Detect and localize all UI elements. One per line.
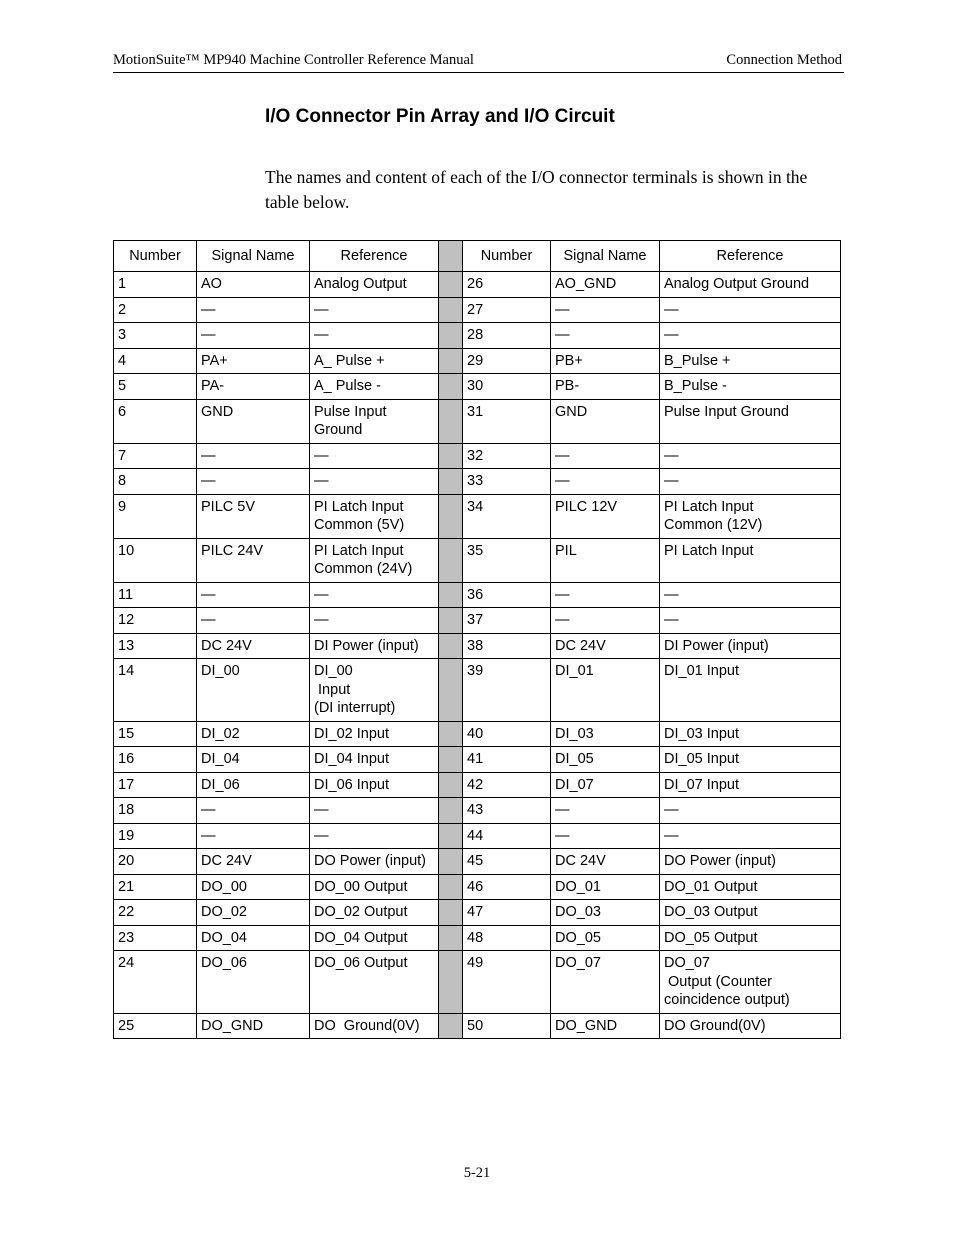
reference-cell: PI Latch Input <box>660 538 841 582</box>
header-section: Connection Method <box>726 52 842 68</box>
column-separator <box>439 823 463 849</box>
signal-name-cell: — <box>197 823 310 849</box>
table-row <box>114 323 841 349</box>
pin-number-cell: 11 <box>114 582 197 608</box>
table-row <box>114 874 841 900</box>
signal-name-cell: — <box>551 608 660 634</box>
pin-number-cell: 41 <box>463 747 551 773</box>
running-header <box>113 52 844 73</box>
column-separator <box>439 721 463 747</box>
table-row <box>114 659 841 722</box>
pin-number-cell: 39 <box>463 659 551 722</box>
reference-cell: — <box>660 443 841 469</box>
signal-name-cell: AO <box>197 272 310 298</box>
table-row <box>114 469 841 495</box>
reference-cell: — <box>310 608 439 634</box>
pin-number-cell: 22 <box>114 900 197 926</box>
pin-number-cell: 13 <box>114 633 197 659</box>
reference-cell: DI_06 Input <box>310 772 439 798</box>
table-row <box>114 608 841 634</box>
pin-table <box>113 240 841 1039</box>
signal-name-cell: DI_06 <box>197 772 310 798</box>
reference-cell: — <box>660 798 841 824</box>
signal-name-cell: DO_06 <box>197 951 310 1014</box>
reference-cell: DI_05 Input <box>660 747 841 773</box>
column-separator <box>439 494 463 538</box>
table-header-row <box>114 241 841 272</box>
pin-number-cell: 1 <box>114 272 197 298</box>
signal-name-cell: PILC 12V <box>551 494 660 538</box>
header-manual-title: MotionSuite™ MP940 Machine Controller Reference Manual <box>113 52 474 68</box>
reference-cell: — <box>310 297 439 323</box>
signal-name-cell: — <box>197 582 310 608</box>
signal-name-cell: — <box>551 323 660 349</box>
table-row <box>114 951 841 1014</box>
table-row <box>114 374 841 400</box>
signal-name-cell: PB- <box>551 374 660 400</box>
column-separator <box>439 633 463 659</box>
signal-name-cell: DI_05 <box>551 747 660 773</box>
signal-name-cell: PILC 5V <box>197 494 310 538</box>
signal-name-cell: DI_00 <box>197 659 310 722</box>
reference-cell: PI Latch Input Common (12V) <box>660 494 841 538</box>
pin-number-cell: 36 <box>463 582 551 608</box>
pin-number-cell: 10 <box>114 538 197 582</box>
reference-cell: DO_01 Output <box>660 874 841 900</box>
signal-name-cell: — <box>197 469 310 495</box>
signal-name-cell: DO_GND <box>197 1013 310 1039</box>
signal-name-cell: — <box>197 798 310 824</box>
column-separator <box>439 582 463 608</box>
reference-cell: — <box>660 297 841 323</box>
signal-name-cell: DO_04 <box>197 925 310 951</box>
reference-cell: DO Power (input) <box>310 849 439 875</box>
reference-cell: DI_02 Input <box>310 721 439 747</box>
reference-cell: PI Latch Input Common (5V) <box>310 494 439 538</box>
reference-cell: DO Power (input) <box>660 849 841 875</box>
table-row <box>114 721 841 747</box>
signal-name-cell: — <box>551 823 660 849</box>
column-separator <box>439 272 463 298</box>
reference-cell: — <box>310 823 439 849</box>
signal-name-cell: DO_GND <box>551 1013 660 1039</box>
reference-cell: Analog Output <box>310 272 439 298</box>
pin-number-cell: 4 <box>114 348 197 374</box>
pin-number-cell: 14 <box>114 659 197 722</box>
signal-name-cell: DI_03 <box>551 721 660 747</box>
pin-number-cell: 26 <box>463 272 551 298</box>
signal-name-cell: DI_02 <box>197 721 310 747</box>
col-header: Reference <box>660 241 841 272</box>
signal-name-cell: PB+ <box>551 348 660 374</box>
signal-name-cell: — <box>197 443 310 469</box>
pin-number-cell: 20 <box>114 849 197 875</box>
signal-name-cell: DI_04 <box>197 747 310 773</box>
pin-number-cell: 27 <box>463 297 551 323</box>
pin-number-cell: 9 <box>114 494 197 538</box>
reference-cell: — <box>660 823 841 849</box>
pin-number-cell: 29 <box>463 348 551 374</box>
table-row <box>114 633 841 659</box>
pin-number-cell: 38 <box>463 633 551 659</box>
reference-cell: DI_03 Input <box>660 721 841 747</box>
pin-number-cell: 18 <box>114 798 197 824</box>
signal-name-cell: PA+ <box>197 348 310 374</box>
column-separator <box>439 1013 463 1039</box>
signal-name-cell: — <box>551 297 660 323</box>
reference-cell: DO Ground(0V) <box>660 1013 841 1039</box>
reference-cell: DO_07 Output (Counter coincidence output) <box>660 951 841 1014</box>
pin-number-cell: 25 <box>114 1013 197 1039</box>
table-row <box>114 443 841 469</box>
pin-number-cell: 50 <box>463 1013 551 1039</box>
pin-number-cell: 3 <box>114 323 197 349</box>
table-row <box>114 348 841 374</box>
column-separator <box>439 241 463 272</box>
column-separator <box>439 772 463 798</box>
table-row <box>114 297 841 323</box>
pin-number-cell: 2 <box>114 297 197 323</box>
column-separator <box>439 538 463 582</box>
table-row <box>114 823 841 849</box>
column-separator <box>439 323 463 349</box>
pin-number-cell: 47 <box>463 900 551 926</box>
signal-name-cell: GND <box>551 399 660 443</box>
signal-name-cell: PILC 24V <box>197 538 310 582</box>
pin-number-cell: 28 <box>463 323 551 349</box>
pin-number-cell: 44 <box>463 823 551 849</box>
signal-name-cell: DO_05 <box>551 925 660 951</box>
pin-number-cell: 30 <box>463 374 551 400</box>
reference-cell: — <box>660 469 841 495</box>
pin-number-cell: 40 <box>463 721 551 747</box>
reference-cell: DO_05 Output <box>660 925 841 951</box>
reference-cell: DO_06 Output <box>310 951 439 1014</box>
signal-name-cell: DI_07 <box>551 772 660 798</box>
signal-name-cell: — <box>551 582 660 608</box>
pin-number-cell: 32 <box>463 443 551 469</box>
reference-cell: — <box>310 798 439 824</box>
signal-name-cell: — <box>551 443 660 469</box>
signal-name-cell: DC 24V <box>197 849 310 875</box>
pin-number-cell: 49 <box>463 951 551 1014</box>
table-row <box>114 747 841 773</box>
pin-number-cell: 17 <box>114 772 197 798</box>
column-separator <box>439 399 463 443</box>
reference-cell: DO_00 Output <box>310 874 439 900</box>
pin-number-cell: 46 <box>463 874 551 900</box>
column-separator <box>439 951 463 1014</box>
pin-number-cell: 42 <box>463 772 551 798</box>
reference-cell: — <box>310 582 439 608</box>
signal-name-cell: DO_00 <box>197 874 310 900</box>
col-header: Signal Name <box>551 241 660 272</box>
pin-number-cell: 8 <box>114 469 197 495</box>
table-row <box>114 772 841 798</box>
signal-name-cell: DO_03 <box>551 900 660 926</box>
reference-cell: A_ Pulse - <box>310 374 439 400</box>
intro-paragraph: The names and content of each of the I/O connector terminals is shown in the table below. <box>265 167 808 212</box>
pin-number-cell: 5 <box>114 374 197 400</box>
table-row <box>114 582 841 608</box>
reference-cell: — <box>310 443 439 469</box>
table-row <box>114 272 841 298</box>
reference-cell: — <box>310 323 439 349</box>
signal-name-cell: — <box>197 608 310 634</box>
column-separator <box>439 469 463 495</box>
pin-number-cell: 24 <box>114 951 197 1014</box>
reference-cell: — <box>660 582 841 608</box>
page-number: 5-21 <box>463 1165 491 1181</box>
table-row <box>114 1013 841 1039</box>
pin-number-cell: 12 <box>114 608 197 634</box>
reference-cell: DI_04 Input <box>310 747 439 773</box>
signal-name-cell: — <box>551 798 660 824</box>
col-header: Signal Name <box>197 241 310 272</box>
table-row <box>114 798 841 824</box>
signal-name-cell: PIL <box>551 538 660 582</box>
signal-name-cell: DO_01 <box>551 874 660 900</box>
pin-number-cell: 6 <box>114 399 197 443</box>
signal-name-cell: DC 24V <box>551 633 660 659</box>
reference-cell: DO_03 Output <box>660 900 841 926</box>
reference-cell: Analog Output Ground <box>660 272 841 298</box>
pin-number-cell: 45 <box>463 849 551 875</box>
signal-name-cell: — <box>197 323 310 349</box>
reference-cell: DO_02 Output <box>310 900 439 926</box>
col-header: Number <box>114 241 197 272</box>
reference-cell: DO_04 Output <box>310 925 439 951</box>
pin-number-cell: 16 <box>114 747 197 773</box>
signal-name-cell: DC 24V <box>551 849 660 875</box>
column-separator <box>439 374 463 400</box>
column-separator <box>439 925 463 951</box>
table-row <box>114 399 841 443</box>
column-separator <box>439 348 463 374</box>
table-row <box>114 538 841 582</box>
signal-name-cell: AO_GND <box>551 272 660 298</box>
pin-number-cell: 35 <box>463 538 551 582</box>
column-separator <box>439 900 463 926</box>
signal-name-cell: DO_02 <box>197 900 310 926</box>
reference-cell: — <box>310 469 439 495</box>
signal-name-cell: — <box>197 297 310 323</box>
signal-name-cell: GND <box>197 399 310 443</box>
reference-cell: DO Ground(0V) <box>310 1013 439 1039</box>
column-separator <box>439 798 463 824</box>
pin-number-cell: 19 <box>114 823 197 849</box>
table-row <box>114 494 841 538</box>
reference-cell: — <box>660 608 841 634</box>
reference-cell: B_Pulse - <box>660 374 841 400</box>
reference-cell: B_Pulse + <box>660 348 841 374</box>
pin-number-cell: 7 <box>114 443 197 469</box>
col-header: Reference <box>310 241 439 272</box>
column-separator <box>439 874 463 900</box>
pin-number-cell: 34 <box>463 494 551 538</box>
reference-cell: A_ Pulse + <box>310 348 439 374</box>
reference-cell: DI Power (input) <box>310 633 439 659</box>
section-title: I/O Connector Pin Array and I/O Circuit <box>265 106 615 127</box>
pin-number-cell: 15 <box>114 721 197 747</box>
reference-cell: PI Latch Input Common (24V) <box>310 538 439 582</box>
column-separator <box>439 297 463 323</box>
reference-cell: DI_01 Input <box>660 659 841 722</box>
signal-name-cell: DI_01 <box>551 659 660 722</box>
reference-cell: DI Power (input) <box>660 633 841 659</box>
col-header: Number <box>463 241 551 272</box>
table-row <box>114 925 841 951</box>
pin-number-cell: 37 <box>463 608 551 634</box>
column-separator <box>439 849 463 875</box>
pin-number-cell: 21 <box>114 874 197 900</box>
reference-cell: Pulse Input Ground <box>310 399 439 443</box>
column-separator <box>439 608 463 634</box>
pin-number-cell: 31 <box>463 399 551 443</box>
table-row <box>114 900 841 926</box>
signal-name-cell: DC 24V <box>197 633 310 659</box>
reference-cell: DI_00 Input (DI interrupt) <box>310 659 439 722</box>
reference-cell: Pulse Input Ground <box>660 399 841 443</box>
pin-number-cell: 43 <box>463 798 551 824</box>
pin-number-cell: 33 <box>463 469 551 495</box>
column-separator <box>439 747 463 773</box>
pin-number-cell: 23 <box>114 925 197 951</box>
column-separator <box>439 659 463 722</box>
signal-name-cell: — <box>551 469 660 495</box>
signal-name-cell: PA- <box>197 374 310 400</box>
column-separator <box>439 443 463 469</box>
signal-name-cell: DO_07 <box>551 951 660 1014</box>
pin-number-cell: 48 <box>463 925 551 951</box>
reference-cell: DI_07 Input <box>660 772 841 798</box>
reference-cell: — <box>660 323 841 349</box>
table-row <box>114 849 841 875</box>
